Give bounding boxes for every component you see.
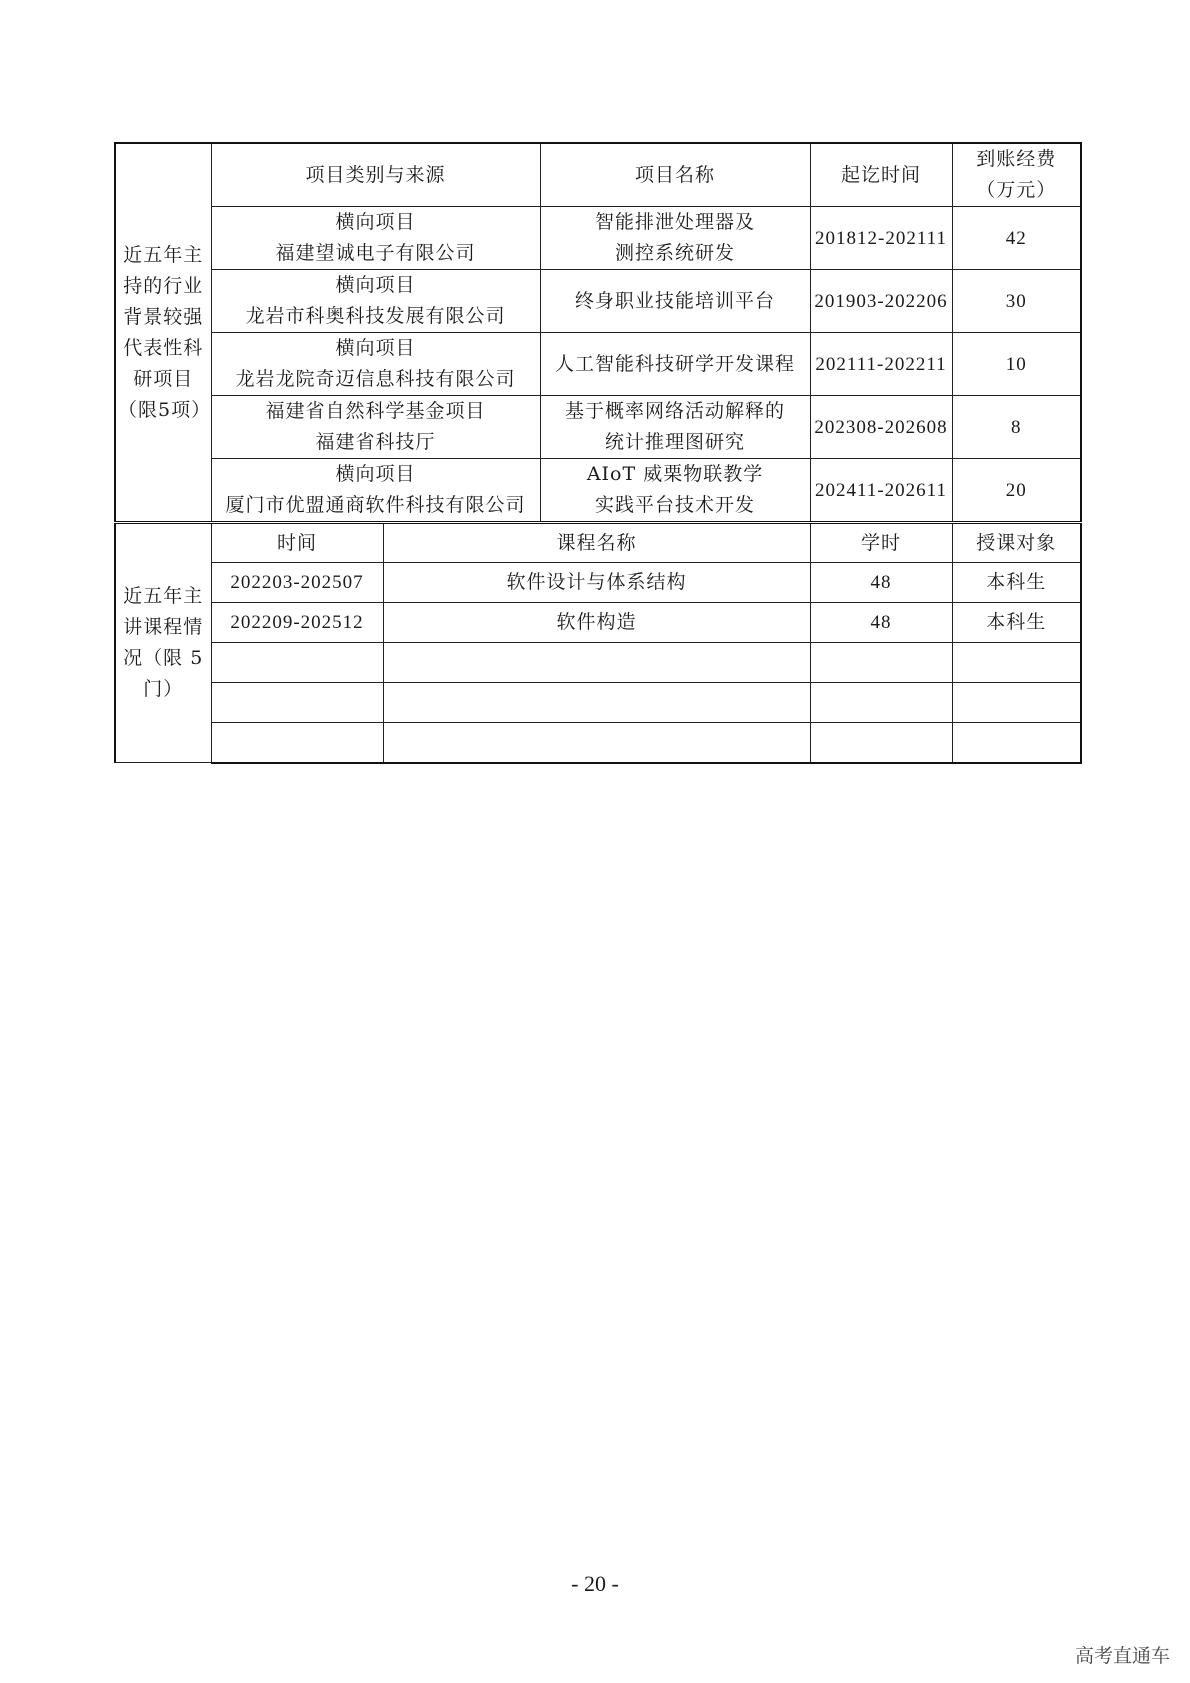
project-funding: 42 [952,207,1081,270]
course-audience: 本科生 [952,603,1081,643]
project-name: 终身职业技能培训平台 [540,270,810,333]
course-hours [810,683,952,723]
project-name: 人工智能科技研学开发课程 [540,333,810,396]
project-funding: 10 [952,333,1081,396]
project-period: 202111-202211 [810,333,952,396]
project-period: 201903-202206 [810,270,952,333]
header-category-source: 项目类别与来源 [211,143,540,207]
course-hours [810,643,952,683]
watermark: 高考直通车 [1074,1645,1170,1667]
course-name [383,683,810,723]
project-funding: 30 [952,270,1081,333]
course-side-label: 近五年主 讲课程情 况（限 5 门） [115,523,211,763]
course-audience: 本科生 [952,563,1081,603]
project-row [115,459,1081,523]
project-name: AIoT 威栗物联教学 实践平台技术开发 [540,459,810,523]
course-hours: 48 [810,603,952,643]
page-number: - 20 - [571,1571,619,1596]
course-name [383,723,810,763]
course-name: 软件构造 [383,603,810,643]
course-time [211,683,383,723]
research-side-label: 近五年主 持的行业 背景较强 代表性科 研项目 （限5项） [115,143,211,523]
header-course-time: 时间 [211,523,383,563]
header-course-hours: 学时 [810,523,952,563]
course-name [383,643,810,683]
course-hours [810,723,952,763]
project-category-source: 横向项目 厦门市优盟通商软件科技有限公司 [211,459,540,523]
course-time: 202203-202507 [211,563,383,603]
course-time [211,643,383,683]
document-table [114,142,1082,764]
project-funding: 20 [952,459,1081,523]
header-period: 起讫时间 [810,143,952,207]
project-name: 智能排泄处理器及 测控系统研发 [540,207,810,270]
project-funding: 8 [952,396,1081,459]
project-category-source: 横向项目 龙岩市科奥科技发展有限公司 [211,270,540,333]
course-row-empty [115,643,1081,683]
course-time [211,723,383,763]
project-category-source: 横向项目 福建望诚电子有限公司 [211,207,540,270]
course-audience [952,723,1081,763]
project-row [115,270,1081,333]
project-period: 202308-202608 [810,396,952,459]
header-project-name: 项目名称 [540,143,810,207]
course-row-empty [115,723,1081,763]
project-name: 基于概率网络活动解释的 统计推理图研究 [540,396,810,459]
header-course-audience: 授课对象 [952,523,1081,563]
course-hours: 48 [810,563,952,603]
project-row [115,333,1081,396]
course-row [115,563,1081,603]
project-category-source: 横向项目 龙岩龙院奇迈信息科技有限公司 [211,333,540,396]
project-category-source: 福建省自然科学基金项目 福建省科技厅 [211,396,540,459]
project-row [115,396,1081,459]
header-funding: 到账经费 （万元） [952,143,1081,207]
course-time: 202209-202512 [211,603,383,643]
course-audience [952,643,1081,683]
project-row [115,207,1081,270]
research-header-row [115,143,1081,207]
project-period: 201812-202111 [810,207,952,270]
course-row-empty [115,683,1081,723]
course-header-row [115,523,1081,563]
project-period: 202411-202611 [810,459,952,523]
course-audience [952,683,1081,723]
header-course-name: 课程名称 [383,523,810,563]
course-name: 软件设计与体系结构 [383,563,810,603]
course-row [115,603,1081,643]
